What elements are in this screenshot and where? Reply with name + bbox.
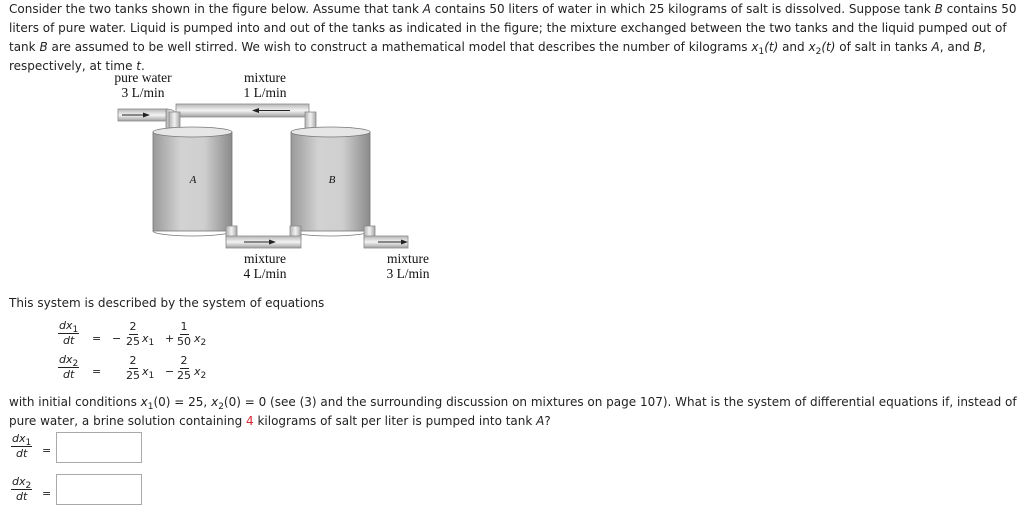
coefficient-fraction: $\frac{2}{25}$: [126, 320, 140, 348]
mixture-bottom-label: mixture 4 L/min: [243, 251, 287, 281]
answer-input-dx1-dt[interactable]: [56, 432, 142, 463]
minus-sign: −: [165, 365, 175, 378]
bottom-connector-pipe: [226, 226, 301, 248]
answer-derivative-dx2-dt: $\frac{dx_2}{dt}$: [12, 475, 32, 503]
coefficient-fraction: $\frac{2}{25}$: [177, 354, 191, 382]
variable-x1: $x_1$: [142, 332, 155, 348]
derivative-dx1-dt: $\frac{dx_1}{dt}$: [59, 319, 79, 347]
answer-derivative-dx1-dt: $\frac{dx_1}{dt}$: [12, 432, 32, 460]
outlet-pipe: [364, 226, 408, 248]
variable-x1: $x_1$: [142, 365, 155, 381]
variable-x2: $x_2$: [194, 365, 207, 381]
pure-water-label: pure water 3 L/min: [114, 70, 172, 100]
brine-concentration: 4: [246, 414, 254, 428]
problem-intro: Consider the two tanks shown in the figure below. Assume that tank A contains 50 liters of water in which 25 kilograms of salt is dissolved. Suppose tank B contains 50 liters of pure water. Liquid is pumped into and out of the tanks as indicated in the figure; the mixture exchanged between the two tanks and the liquid pumped out of tank B are assumed to be well stirred. We wish to construct a mathematical model that describes the number of kilograms $x_1(t)$ and $x_2(t)$ of salt in tanks A, and B, respectively, at time t.: [9, 2, 1017, 73]
variable-x2: $x_2$: [194, 332, 207, 348]
minus-sign: −: [112, 332, 122, 345]
system-description: This system is described by the system of equations: [9, 296, 325, 310]
coefficient-fraction: $\frac{2}{25}$: [126, 354, 140, 382]
equals-sign: =: [42, 487, 52, 500]
mixture-out-label: mixture 3 L/min: [386, 251, 430, 281]
tank-b-label: B: [328, 174, 336, 186]
equals-sign: =: [92, 365, 102, 378]
question-text: with initial conditions $x_1(0) = 25$, $x_2(0) = 0$ (see (3) and the surrounding discussion on mixtures on page 107). What is the system of differential equations if, instead of pure water, a brine solution containing 4 kilograms of salt per liter is pumped into tank A?: [9, 395, 1017, 428]
mixture-top-label: mixture 1 L/min: [243, 70, 287, 100]
equals-sign: =: [42, 444, 52, 457]
answer-input-dx2-dt[interactable]: [56, 474, 142, 505]
coefficient-fraction: $\frac{1}{50}$: [177, 320, 191, 348]
equals-sign: =: [92, 332, 102, 345]
derivative-dx2-dt: $\frac{dx_2}{dt}$: [59, 353, 79, 381]
tank-a-label: A: [189, 174, 197, 186]
plus-sign: +: [165, 332, 175, 345]
